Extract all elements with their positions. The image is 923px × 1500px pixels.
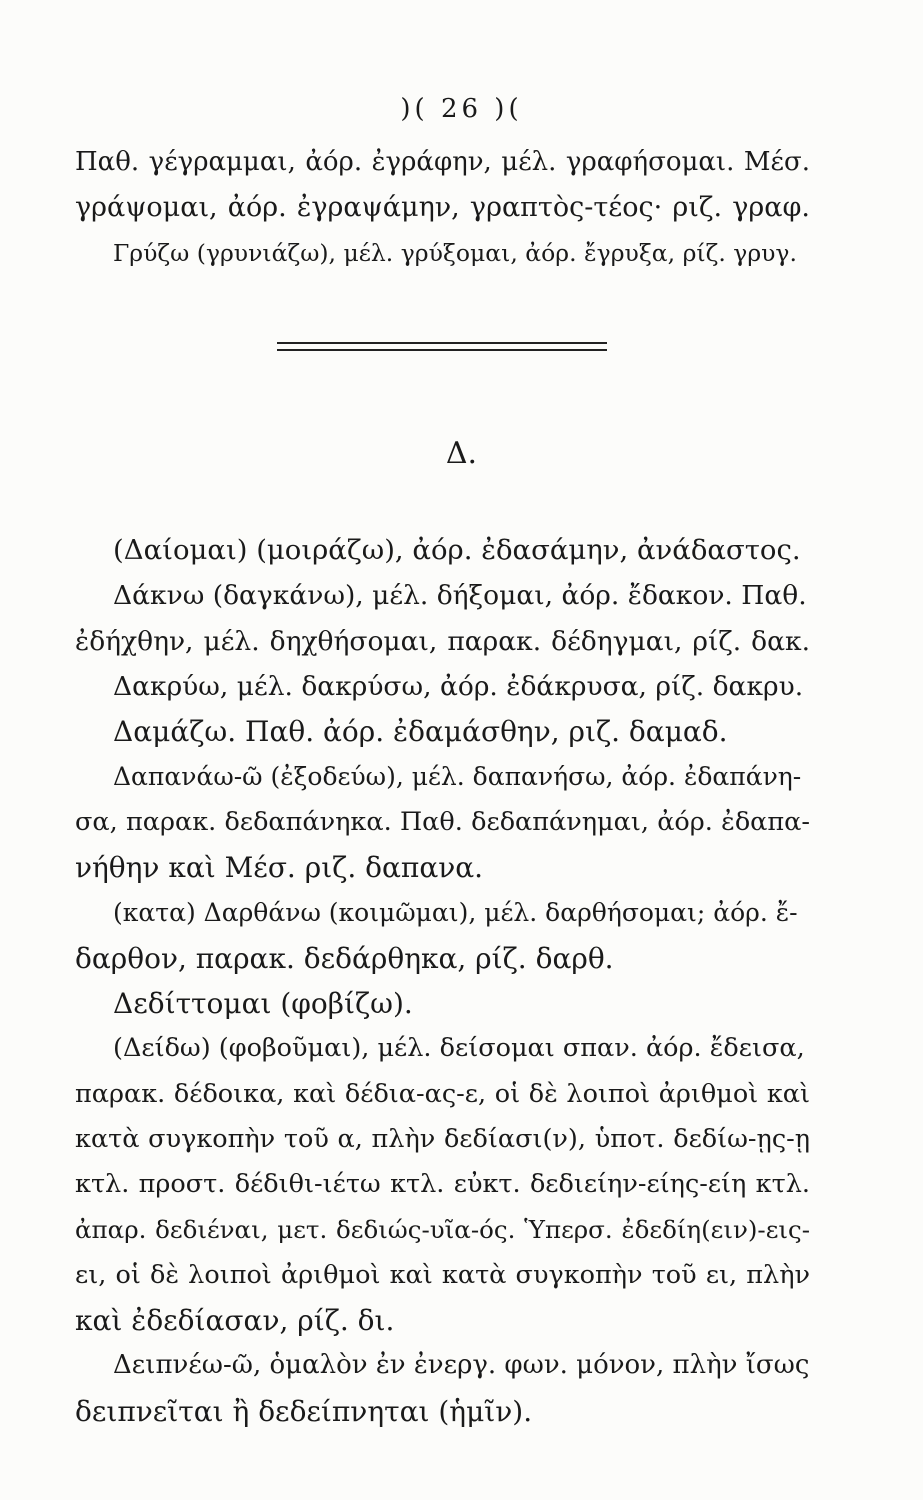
section-heading: Δ. [445,436,478,471]
entry-line: ἐδήχθην, μέλ. δηχθήσομαι, παρακ. δέδηγμαι, ρίζ. δακ. [75,625,810,657]
entry-line: ἀπαρ. δεδιέναι, μετ. δεδιώς-υῖα-ός. Ὑπερσ. ἐδεδίη(ειν)-εις- [75,1215,810,1245]
text-line: γράψομαι, ἀόρ. ἐγραψάμην, γραπτὸς-τέος· ριζ. γραφ. [75,192,810,224]
section-body [75,528,810,1434]
text-line: Γρύζω (γρυνιάζω), μέλ. γρύξομαι, ἀόρ. ἔγρυξα, ρίζ. γρυγ. [113,238,797,267]
entry-line: σα, παρακ. δεδαπάνηκα. Παθ. δεδαπάνημαι, ἀόρ. ἐδαπα- [75,806,810,837]
entry-line: παρακ. δέδοικα, καὶ δέδια-ας-ε, οἱ δὲ λοιποὶ ἀριθμοὶ καὶ [75,1078,810,1109]
entry-line: κατὰ συγκοπὴν τοῦ α, πλὴν δεδίασι(ν), ὑποτ. δεδίω-ῃς-ῃ [75,1123,810,1154]
page-number: )( 26 )( [400,94,523,124]
text-line: Παθ. γέγραμμαι, ἀόρ. ἐγράφην, μέλ. γραφήσομαι. Μέσ. [75,147,810,177]
entry-line: κτλ. προστ. δέδιθι-ιέτω κτλ. εὐκτ. δεδιείην-είης-είη κτλ. [75,1169,810,1200]
entry-line: δειπνεῖται ἢ δεδείπνηται (ἡμῖν). [75,1394,533,1428]
entry-line: Δάκνω (δαγκάνω), μέλ. δήξομαι, ἀόρ. ἔδακον. Παθ. [113,580,807,612]
section-divider-rule [277,349,607,351]
entry-line: Δαμάζω. Παθ. ἀόρ. ἐδαμάσθην, ριζ. δαμαδ. [113,715,728,749]
entry-line: (κατα) Δαρθάνω (κοιμῶμαι), μέλ. δαρθήσομαι; ἀόρ. ἔ- [113,898,798,928]
entry-line: ει, οἱ δὲ λοιποὶ ἀριθμοὶ καὶ κατὰ συγκοπὴν τοῦ ει, πλὴν [75,1259,810,1290]
entry-line: (Δαίομαι) (μοιράζω), ἀόρ. ἐδασάμην, ἀνάδαστος. [113,534,801,566]
entry-line: νήθην καὶ Μέσ. ριζ. δαπανα. [75,851,484,885]
entry-line: δαρθον, παρακ. δεδάρθηκα, ρίζ. δαρθ. [75,941,614,975]
continuation-text [75,140,810,276]
section-divider-rule [277,342,607,344]
entry-line: Δακρύω, μέλ. δακρύσω, ἀόρ. ἐδάκρυσα, ρίζ. δακρυ. [113,670,804,702]
entry-line: Δαπανάω-ῶ (ἐξοδεύω), μέλ. δαπανήσω, ἀόρ. ἐδαπάνη- [113,762,802,792]
entry-line: Δειπνέω-ῶ, ὁμαλὸν ἐν ἐνεργ. φων. μόνον, πλὴν ἴσως [113,1350,810,1381]
entry-line: Δεδίττομαι (φοβίζω). [113,986,413,1020]
entry-line: (Δείδω) (φοβοῦμαι), μέλ. δείσομαι σπαν. ἀόρ. ἔδεισα, [113,1033,805,1064]
entry-line: καὶ ἐδεδίασαν, ρίζ. δι. [75,1304,395,1338]
